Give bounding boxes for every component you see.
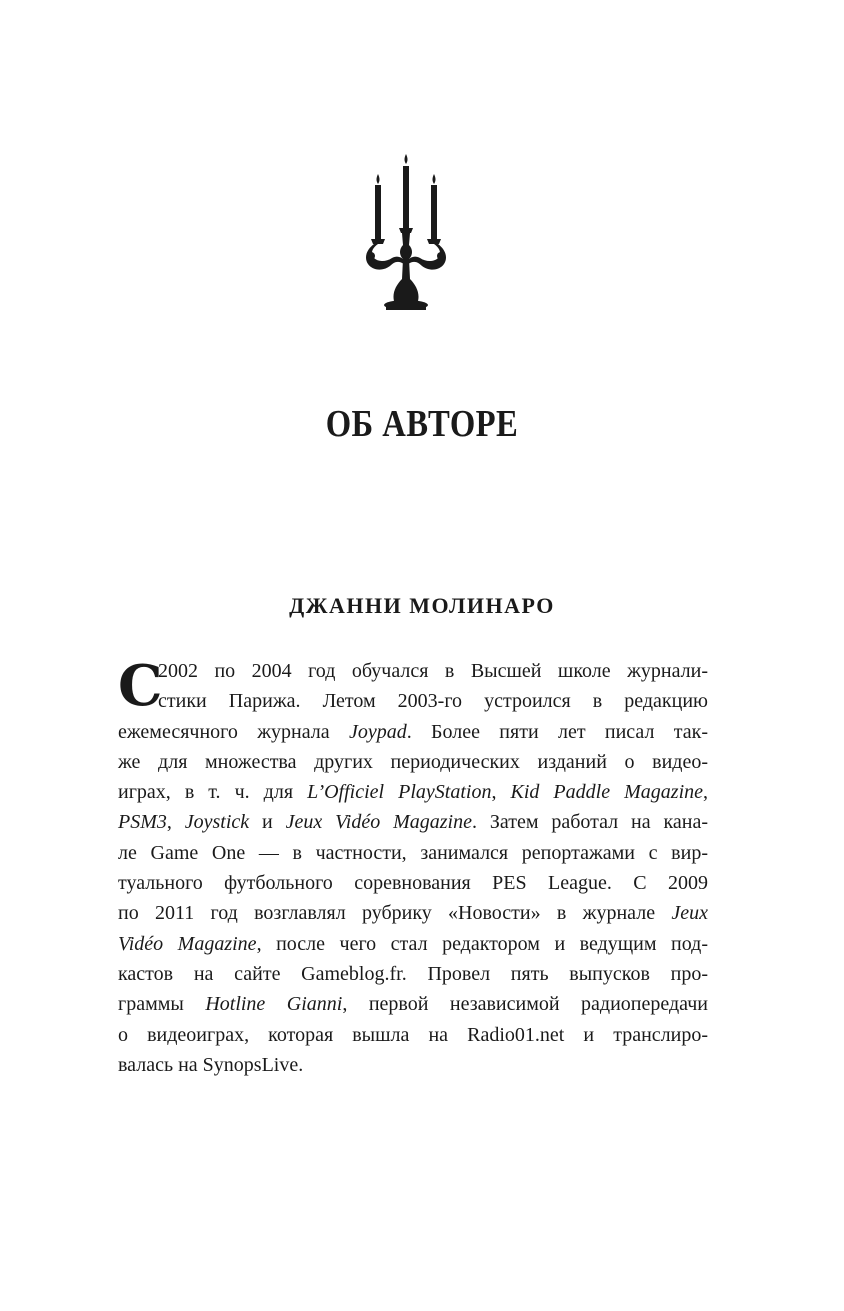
drop-cap: С <box>118 653 163 719</box>
author-bio <box>118 653 708 1080</box>
bio-line: кастов на сайте Gameblog.fr. Провел пять выпусков про- <box>118 962 708 985</box>
bio-line: туального футбольного соревнования PES League. С 2009 <box>118 872 708 895</box>
bio-line: стики Парижа. Летом 2003-го устроился в редакцию <box>158 690 708 713</box>
bio-line: ле Game One — в частности, занимался репортажами с вир- <box>118 841 708 864</box>
bio-line: же для множества других периодических изданий о видео- <box>118 750 708 773</box>
bio-line: валась на SynopsLive. <box>118 1053 304 1076</box>
bio-line: Vidéo Magazine, после чего стал редактором и ведущим под- <box>118 932 708 955</box>
bio-line: PSM3, Joystick и Jeux Vidéo Magazine. Затем работал на кана- <box>118 811 708 834</box>
bio-line: 2002 по 2004 год обучался в Высшей школе журнали- <box>158 660 708 682</box>
bio-line: ежемесячного журнала Joypad. Более пяти лет писал так- <box>118 720 708 743</box>
bio-line: граммы Hotline Gianni, первой независимой радиопередачи <box>118 993 708 1016</box>
bio-line: играх, в т. ч. для L’Officiel PlayStation, Kid Paddle Magazine, <box>118 781 708 804</box>
candelabra-icon <box>358 152 454 322</box>
page-title: ОБ АВТОРЕ <box>325 403 519 445</box>
author-name: ДЖАННИ МОЛИНАРО <box>289 593 555 618</box>
bio-line: о видеоиграх, которая вышла на Radio01.net и транслиро- <box>118 1023 708 1046</box>
bio-line: по 2011 год возглавлял рубрику «Новости» в журнале Jeux <box>118 902 708 925</box>
